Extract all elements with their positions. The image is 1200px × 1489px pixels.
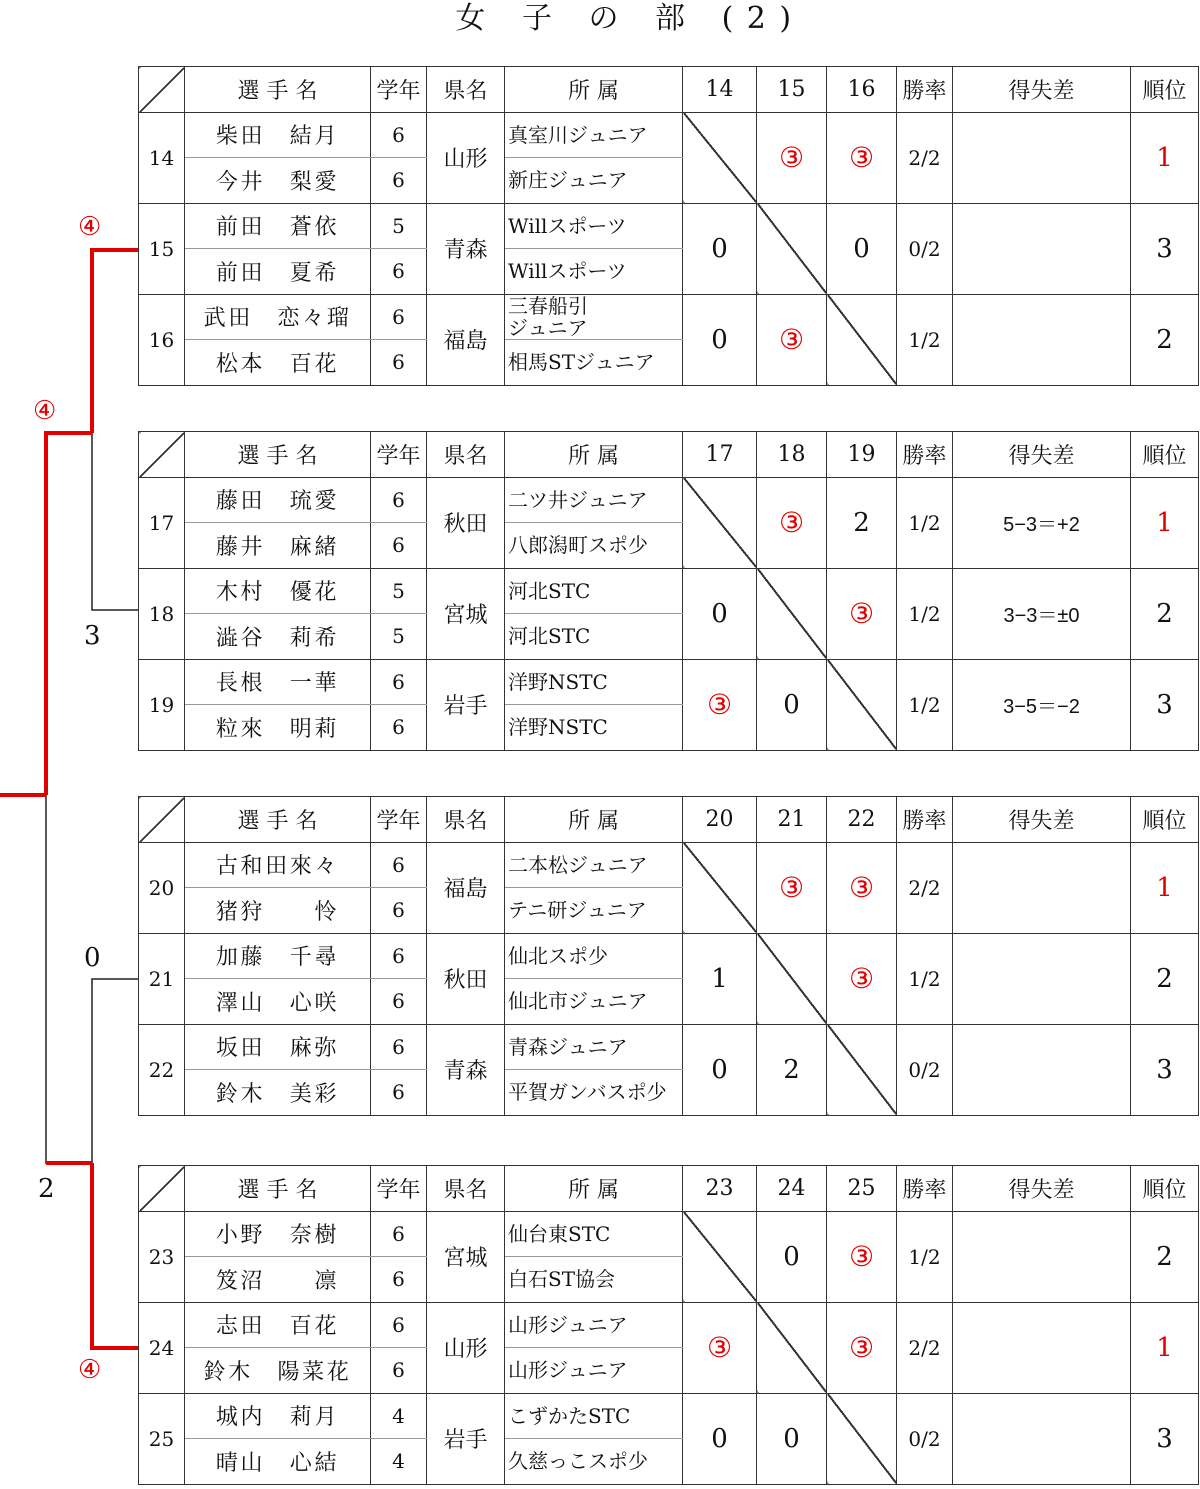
page-title: 女 子 の 部 (2): [455, 1, 805, 36]
match-score: 0: [757, 1393, 827, 1484]
player-name: 笈沼 凛: [185, 1257, 371, 1303]
win-rate: 0/2: [897, 1024, 953, 1115]
player-name: 長根 一華: [185, 659, 371, 705]
header-grade: 学年: [371, 432, 427, 478]
player-grade: 6: [371, 1257, 427, 1303]
affiliation: 二本松ジュニア: [505, 842, 683, 888]
match-score: 0: [827, 203, 897, 294]
team-number: 23: [139, 1211, 185, 1302]
prefecture: 青森: [427, 203, 505, 294]
player-grade: 6: [371, 705, 427, 751]
header-pref: 県名: [427, 432, 505, 478]
header-rank: 順位: [1131, 432, 1199, 478]
affiliation: 洋野NSTC: [505, 705, 683, 751]
win-rate: 1/2: [897, 568, 953, 659]
prefecture: 秋田: [427, 933, 505, 1024]
player-name: 小野 奈樹: [185, 1211, 371, 1257]
player-grade: 6: [371, 1024, 427, 1070]
header-affil: 所 属: [505, 67, 683, 113]
win-rate: 0/2: [897, 1393, 953, 1484]
bracket-line-upper-final: [46, 433, 92, 795]
header-opponent: 24: [757, 1166, 827, 1212]
player-grade: 5: [371, 614, 427, 660]
player-grade: 5: [371, 203, 427, 249]
player-grade: 6: [371, 477, 427, 523]
affiliation: 白石ST協会: [505, 1257, 683, 1303]
affiliation: 洋野NSTC: [505, 659, 683, 705]
table-row: [139, 1302, 1199, 1348]
team-number: 20: [139, 842, 185, 933]
header-diff: 得失差: [953, 432, 1131, 478]
self-match-cell: [827, 294, 897, 385]
header-rank: 順位: [1131, 67, 1199, 113]
player-grade: 6: [371, 933, 427, 979]
affiliation: こずかたSTC: [505, 1393, 683, 1439]
player-grade: 6: [371, 659, 427, 705]
bracket-score-15: ④: [78, 212, 102, 242]
player-name: 澁谷 莉希: [185, 614, 371, 660]
affiliation: Willスポーツ: [505, 249, 683, 295]
table-row: [139, 477, 1199, 523]
self-match-cell: [757, 933, 827, 1024]
point-diff: [953, 294, 1131, 385]
bracket-score-upper-final: ④: [33, 396, 57, 426]
team-number: 24: [139, 1302, 185, 1393]
player-grade: 6: [371, 1302, 427, 1348]
self-match-cell: [683, 112, 757, 203]
header-grade: 学年: [371, 67, 427, 113]
header-rank: 順位: [1131, 797, 1199, 843]
player-name: 晴山 心結: [185, 1439, 371, 1485]
player-grade: 4: [371, 1393, 427, 1439]
point-diff: [953, 112, 1131, 203]
team-number: 21: [139, 933, 185, 1024]
self-match-cell: [683, 1211, 757, 1302]
player-grade: 6: [371, 1070, 427, 1116]
point-diff: [953, 1302, 1131, 1393]
affiliation: 相馬STジュニア: [505, 340, 683, 386]
point-diff: [953, 1393, 1131, 1484]
match-score: ③: [827, 1302, 897, 1393]
win-rate: 2/2: [897, 1302, 953, 1393]
rank: 3: [1131, 1393, 1199, 1484]
league-table: [138, 66, 1199, 386]
rank: 3: [1131, 1024, 1199, 1115]
header-opponent: 23: [683, 1166, 757, 1212]
affiliation: 山形ジュニア: [505, 1302, 683, 1348]
match-score: 0: [757, 659, 827, 750]
match-score: ③: [683, 659, 757, 750]
header-player: 選 手 名: [185, 1166, 371, 1212]
table-header-row: [139, 432, 1199, 478]
win-rate: 1/2: [897, 477, 953, 568]
team-number: 25: [139, 1393, 185, 1484]
prefecture: 山形: [427, 1302, 505, 1393]
header-opponent: 20: [683, 797, 757, 843]
header-winrate: 勝率: [897, 797, 953, 843]
player-name: 武田 恋々瑠: [185, 294, 371, 340]
prefecture: 岩手: [427, 659, 505, 750]
player-grade: 6: [371, 979, 427, 1025]
player-name: 坂田 麻弥: [185, 1024, 371, 1070]
header-affil: 所 属: [505, 1166, 683, 1212]
win-rate: 2/2: [897, 842, 953, 933]
header-pref: 県名: [427, 1166, 505, 1212]
rank: 2: [1131, 294, 1199, 385]
header-player: 選 手 名: [185, 797, 371, 843]
team-number: 16: [139, 294, 185, 385]
player-grade: 6: [371, 888, 427, 934]
player-name: 柴田 結月: [185, 112, 371, 158]
header-winrate: 勝率: [897, 67, 953, 113]
prefecture: 福島: [427, 294, 505, 385]
affiliation: 久慈っこスポ少: [505, 1439, 683, 1485]
table-header-row: [139, 67, 1199, 113]
table-row: [139, 203, 1199, 249]
rank: 2: [1131, 933, 1199, 1024]
point-diff: 3−3＝±0: [953, 568, 1131, 659]
affiliation: テニ研ジュニア: [505, 888, 683, 934]
self-match-cell: [683, 477, 757, 568]
player-name: 志田 百花: [185, 1302, 371, 1348]
prefecture: 山形: [427, 112, 505, 203]
player-name: 今井 梨愛: [185, 158, 371, 204]
match-score: 0: [757, 1211, 827, 1302]
rank: 3: [1131, 659, 1199, 750]
player-grade: 5: [371, 568, 427, 614]
player-name: 加藤 千尋: [185, 933, 371, 979]
bracket-score-24: ④: [78, 1355, 102, 1385]
player-grade: 6: [371, 294, 427, 340]
affiliation: 新庄ジュニア: [505, 158, 683, 204]
header-diff: 得失差: [953, 797, 1131, 843]
self-match-cell: [757, 568, 827, 659]
prefecture: 宮城: [427, 568, 505, 659]
self-match-cell: [757, 203, 827, 294]
affiliation: 八郎潟町スポ少: [505, 523, 683, 569]
header-grade: 学年: [371, 797, 427, 843]
player-grade: 6: [371, 842, 427, 888]
player-grade: 6: [371, 249, 427, 295]
player-name: 藤田 琉愛: [185, 477, 371, 523]
match-score: 0: [683, 1393, 757, 1484]
header-player: 選 手 名: [185, 67, 371, 113]
bracket-score-lower-final: 2: [38, 1174, 55, 1204]
player-name: 城内 莉月: [185, 1393, 371, 1439]
bracket-score-21: 0: [84, 943, 101, 973]
rank: 1: [1131, 1302, 1199, 1393]
team-number: 15: [139, 203, 185, 294]
team-number: 17: [139, 477, 185, 568]
header-corner: [139, 797, 185, 843]
affiliation: 三春船引 ジュニア: [505, 294, 683, 340]
header-opponent: 15: [757, 67, 827, 113]
header-opponent: 25: [827, 1166, 897, 1212]
match-score: 1: [683, 933, 757, 1024]
table-row: [139, 568, 1199, 614]
affiliation: 二ツ井ジュニア: [505, 477, 683, 523]
header-diff: 得失差: [953, 67, 1131, 113]
header-grade: 学年: [371, 1166, 427, 1212]
header-diff: 得失差: [953, 1166, 1131, 1212]
affiliation: 青森ジュニア: [505, 1024, 683, 1070]
match-score: 0: [683, 294, 757, 385]
player-name: 古和田來々: [185, 842, 371, 888]
table-header-row: [139, 797, 1199, 843]
bracket-line-21: [92, 979, 138, 1163]
bracket-lines: [0, 0, 140, 1489]
table-row: [139, 1024, 1199, 1070]
header-corner: [139, 67, 185, 113]
affiliation: 真室川ジュニア: [505, 112, 683, 158]
player-name: 粒來 明莉: [185, 705, 371, 751]
header-winrate: 勝率: [897, 1166, 953, 1212]
league-table: [138, 796, 1199, 1116]
rank: 1: [1131, 112, 1199, 203]
player-grade: 6: [371, 112, 427, 158]
header-corner: [139, 432, 185, 478]
header-corner: [139, 1166, 185, 1212]
match-score: 0: [683, 1024, 757, 1115]
point-diff: [953, 1024, 1131, 1115]
rank: 2: [1131, 568, 1199, 659]
header-opponent: 14: [683, 67, 757, 113]
affiliation: 河北STC: [505, 614, 683, 660]
rank: 3: [1131, 203, 1199, 294]
match-score: ③: [827, 842, 897, 933]
point-diff: [953, 933, 1131, 1024]
team-number: 22: [139, 1024, 185, 1115]
player-name: 松本 百花: [185, 340, 371, 386]
affiliation: 仙北市ジュニア: [505, 979, 683, 1025]
self-match-cell: [827, 1393, 897, 1484]
table-row: [139, 294, 1199, 340]
prefecture: 宮城: [427, 1211, 505, 1302]
player-name: 猪狩 怜: [185, 888, 371, 934]
point-diff: [953, 842, 1131, 933]
table-row: [139, 842, 1199, 888]
point-diff: 5−3＝+2: [953, 477, 1131, 568]
table-row: [139, 1393, 1199, 1439]
player-grade: 6: [371, 523, 427, 569]
table-header-row: [139, 1166, 1199, 1212]
win-rate: 0/2: [897, 203, 953, 294]
table-row: [139, 1211, 1199, 1257]
header-opponent: 19: [827, 432, 897, 478]
header-affil: 所 属: [505, 797, 683, 843]
match-score: 0: [683, 568, 757, 659]
match-score: 0: [683, 203, 757, 294]
player-grade: 4: [371, 1439, 427, 1485]
affiliation: Willスポーツ: [505, 203, 683, 249]
match-score: ③: [757, 477, 827, 568]
prefecture: 岩手: [427, 1393, 505, 1484]
prefecture: 青森: [427, 1024, 505, 1115]
header-affil: 所 属: [505, 432, 683, 478]
affiliation: 河北STC: [505, 568, 683, 614]
affiliation: 山形ジュニア: [505, 1348, 683, 1394]
match-score: ③: [827, 1211, 897, 1302]
table-row: [139, 933, 1199, 979]
bracket-line-18: [92, 433, 138, 610]
win-rate: 2/2: [897, 112, 953, 203]
player-name: 藤井 麻緒: [185, 523, 371, 569]
affiliation: 仙北スポ少: [505, 933, 683, 979]
player-name: 木村 優花: [185, 568, 371, 614]
point-diff: [953, 1211, 1131, 1302]
team-number: 14: [139, 112, 185, 203]
player-grade: 6: [371, 1211, 427, 1257]
affiliation: 平賀ガンバスポ少: [505, 1070, 683, 1116]
header-player: 選 手 名: [185, 432, 371, 478]
match-score: ③: [683, 1302, 757, 1393]
bracket-line-15: [92, 250, 138, 433]
player-name: 鈴木 美彩: [185, 1070, 371, 1116]
header-winrate: 勝率: [897, 432, 953, 478]
affiliation: 仙台東STC: [505, 1211, 683, 1257]
win-rate: 1/2: [897, 933, 953, 1024]
self-match-cell: [683, 842, 757, 933]
header-rank: 順位: [1131, 1166, 1199, 1212]
win-rate: 1/2: [897, 659, 953, 750]
player-grade: 6: [371, 340, 427, 386]
player-name: 澤山 心咲: [185, 979, 371, 1025]
header-opponent: 17: [683, 432, 757, 478]
win-rate: 1/2: [897, 294, 953, 385]
match-score: ③: [827, 112, 897, 203]
bracket-score-18: 3: [84, 621, 101, 651]
match-score: 2: [757, 1024, 827, 1115]
match-score: ③: [757, 112, 827, 203]
table-row: [139, 659, 1199, 705]
team-number: 19: [139, 659, 185, 750]
rank: 1: [1131, 842, 1199, 933]
point-diff: 3−5＝−2: [953, 659, 1131, 750]
match-score: ③: [827, 933, 897, 1024]
player-grade: 6: [371, 1348, 427, 1394]
player-name: 前田 夏希: [185, 249, 371, 295]
prefecture: 秋田: [427, 477, 505, 568]
team-number: 18: [139, 568, 185, 659]
self-match-cell: [757, 1302, 827, 1393]
self-match-cell: [827, 1024, 897, 1115]
header-opponent: 16: [827, 67, 897, 113]
bracket-line-lower-final: [46, 795, 92, 1163]
header-opponent: 22: [827, 797, 897, 843]
rank: 2: [1131, 1211, 1199, 1302]
point-diff: [953, 203, 1131, 294]
match-score: ③: [757, 294, 827, 385]
match-score: ③: [757, 842, 827, 933]
table-row: [139, 112, 1199, 158]
rank: 1: [1131, 477, 1199, 568]
player-name: 鈴木 陽菜花: [185, 1348, 371, 1394]
header-pref: 県名: [427, 797, 505, 843]
header-pref: 県名: [427, 67, 505, 113]
player-name: 前田 蒼依: [185, 203, 371, 249]
self-match-cell: [827, 659, 897, 750]
header-opponent: 18: [757, 432, 827, 478]
match-score: 2: [827, 477, 897, 568]
win-rate: 1/2: [897, 1211, 953, 1302]
league-table: [138, 1165, 1199, 1485]
match-score: ③: [827, 568, 897, 659]
header-opponent: 21: [757, 797, 827, 843]
bracket-line-24: [92, 1163, 138, 1348]
prefecture: 福島: [427, 842, 505, 933]
league-table: [138, 431, 1199, 751]
player-grade: 6: [371, 158, 427, 204]
